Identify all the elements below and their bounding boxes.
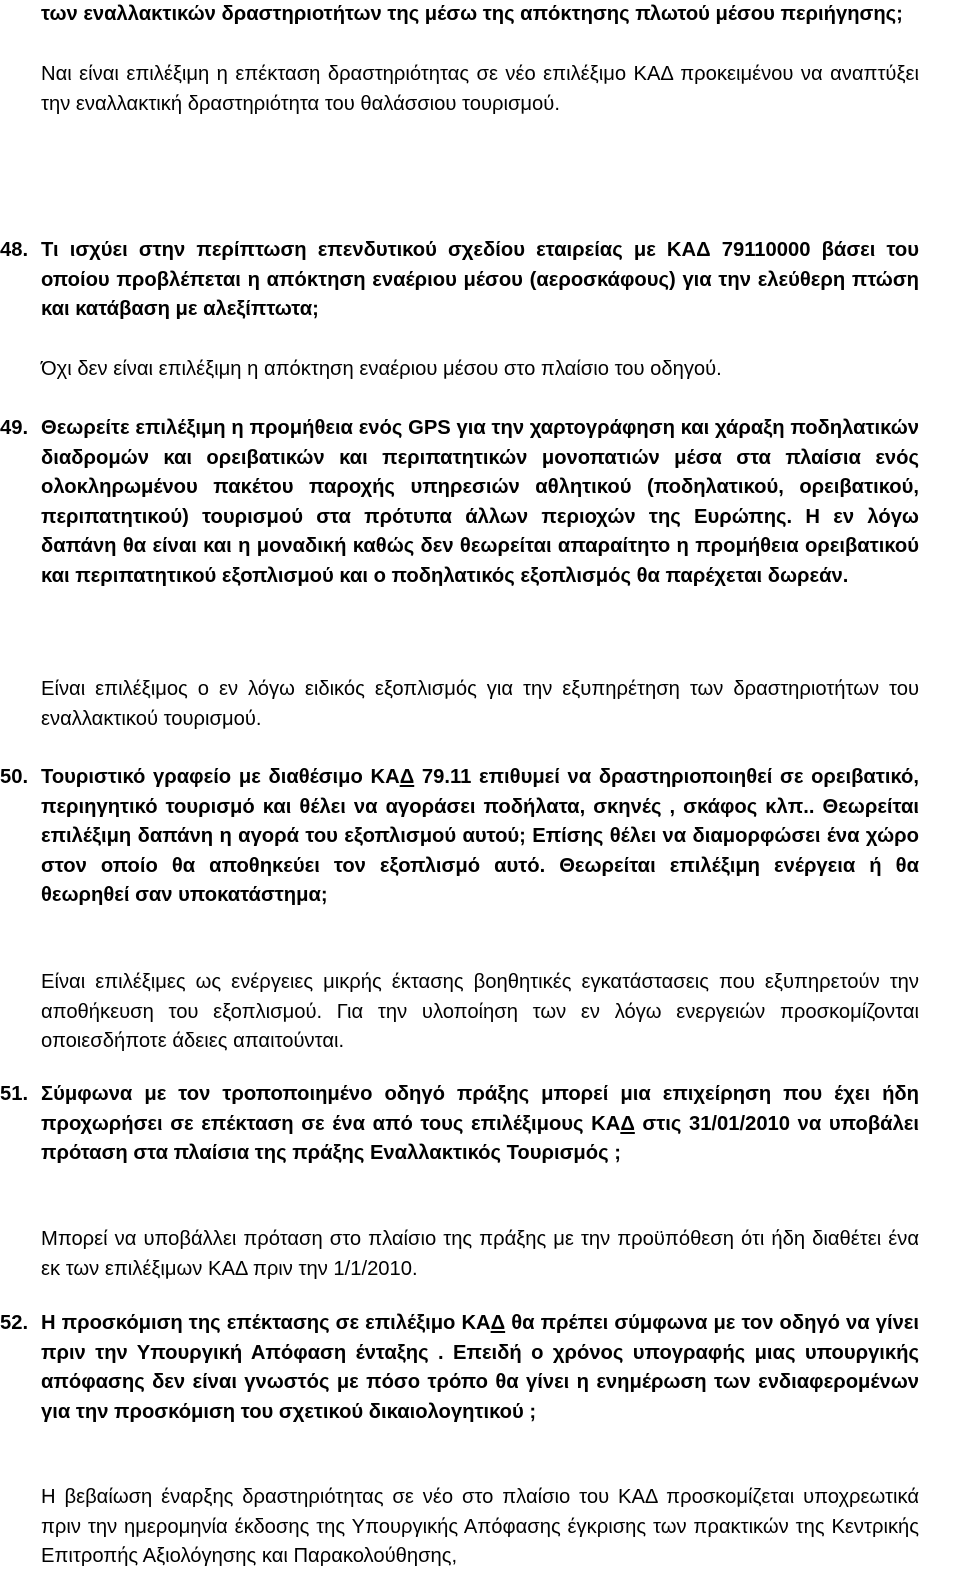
answer-text: Η βεβαίωση έναρξης δραστηριότητας σε νέο στο πλαίσιο του ΚΑΔ προσκομίζεται υποχρεωτικά πριν την ημερομηνία έκδοσης της Υπουργικής Απόφασης έγκρισης των πρακτικών της Κεντρικής Επιτροπής Αξιολόγησης και Παρακολούθησης,: [41, 1486, 919, 1568]
question-number: 49.: [0, 417, 29, 439]
question-text: Τουριστικό γραφείο με διαθέσιμο ΚΑΔ 79.11 επιθυμεί να δραστηριοποιηθεί σε ορειβατικό, περιηγητικό τουρισμό και θέλει να αγοράσει ποδήλατα, σκηνές , σκάφος κλπ.. Θεωρείται επιλέξιμη δαπάνη η αγορά του εξοπλισμού αυτού; Επίσης θέλει να διαμορφώσει ένα χώρο στον οποίο θα αποθηκεύει τον εξοπλισμό αυτό. Θεωρείται επιλέξιμη ενέργεια ή θα θεωρηθεί σαν υποκατάστημα;: [41, 766, 919, 907]
question-text: Θεωρείτε επιλέξιμη η προμήθεια ενός GPS για την χαρτογράφηση και χάραξη ποδηλατικών διαδρομών και ορειβατικών και περιπατητικών μονοπατιών μέσα στα πλαίσια ενός ολοκληρωμένου πακέτου παροχής υπηρεσιών αθλητικού (ποδηλατικού, ορειβατικού, περιπατητικού) τουρισμού στα πρότυπα άλλων περιοχών της Ευρώπης. Η εν λόγω δαπάνη θα είναι και η μοναδική καθώς δεν θεωρείται απαραίτητο η προμήθεια ορειβατικού και περιπατητικού εξοπλισμού και ο ποδηλατικός εξοπλισμός θα παρέχεται δωρεάν.: [41, 417, 919, 587]
answer-text: Ναι είναι επιλέξιμη η επέκταση δραστηριότητας σε νέο επιλέξιμο ΚΑΔ προκειμένου να αναπτύξει την εναλλακτική δραστηριότητα του θαλάσσιου τουρισμού.: [41, 63, 919, 115]
answer-text: Είναι επιλέξιμες ως ενέργειες μικρής έκτασης βοηθητικές εγκατάστασεις που εξυπηρετούν την αποθήκευση του εξοπλισμού. Για την υλοποίηση των εν λόγω ενεργειών προσκομίζονται οποιεσδήποτε άδειες απαιτούνται.: [41, 971, 919, 1053]
question-text: Τι ισχύει στην περίπτωση επενδυτικού σχεδίου εταιρείας με ΚΑΔ 79110000 βάσει του οποίου προβλέπεται η απόκτηση εναέριου μέσου (αεροσκάφους) για την ελεύθερη πτώση και κατάβαση με αλεξίπτωτα;: [41, 239, 919, 321]
question-text: Η προσκόμιση της επέκτασης σε επιλέξιμο ΚΑΔ θα πρέπει σύμφωνα με τον οδηγό να γίνει πριν την Υπουργική Απόφαση ένταξης . Επειδή ο χρόνος υπογραφής μιας υπουργικής απόφασης δεν είναι γνωστός με πόσο τρόπο θα γίνει η ενημέρωση των ενδιαφερομένων για την προσκόμιση του σχετικού δικαιολογητικού ;: [41, 1312, 920, 1423]
question-number: 50.: [0, 766, 29, 788]
answer-text: Μπορεί να υποβάλλει πρόταση στο πλαίσιο της πράξης με την προϋπόθεση ότι ήδη διαθέτει ένα εκ των επιλέξιμων ΚΑΔ πριν την 1/1/2010.: [41, 1228, 919, 1280]
answer-text: Είναι επιλέξιμος ο εν λόγω ειδικός εξοπλισμός για την εξυπηρέτηση των δραστηριοτήτων του εναλλακτικού τουρισμού.: [41, 678, 919, 730]
question-number: 51.: [0, 1083, 29, 1105]
question-number: 48.: [0, 239, 29, 261]
answer-text: Όχι δεν είναι επιλέξιμη η απόκτηση εναέριου μέσου στο πλαίσιο του οδηγού.: [41, 358, 722, 380]
question-number: 52.: [0, 1312, 29, 1334]
question-tail-text: των εναλλακτικών δραστηριοτήτων της μέσω της απόκτησης πλωτού μέσου περιήγησης;: [41, 3, 903, 25]
question-text: Σύμφωνα με τον τροποποιημένο οδηγό πράξης μπορεί μια επιχείρηση που έχει ήδη προχωρήσει σε επέκταση σε ένα από τους επιλέξιμους ΚΑΔ στις 31/01/2010 να υποβάλει πρόταση στα πλαίσια της πράξης Εναλλακτικός Τουρισμός ;: [41, 1083, 919, 1165]
